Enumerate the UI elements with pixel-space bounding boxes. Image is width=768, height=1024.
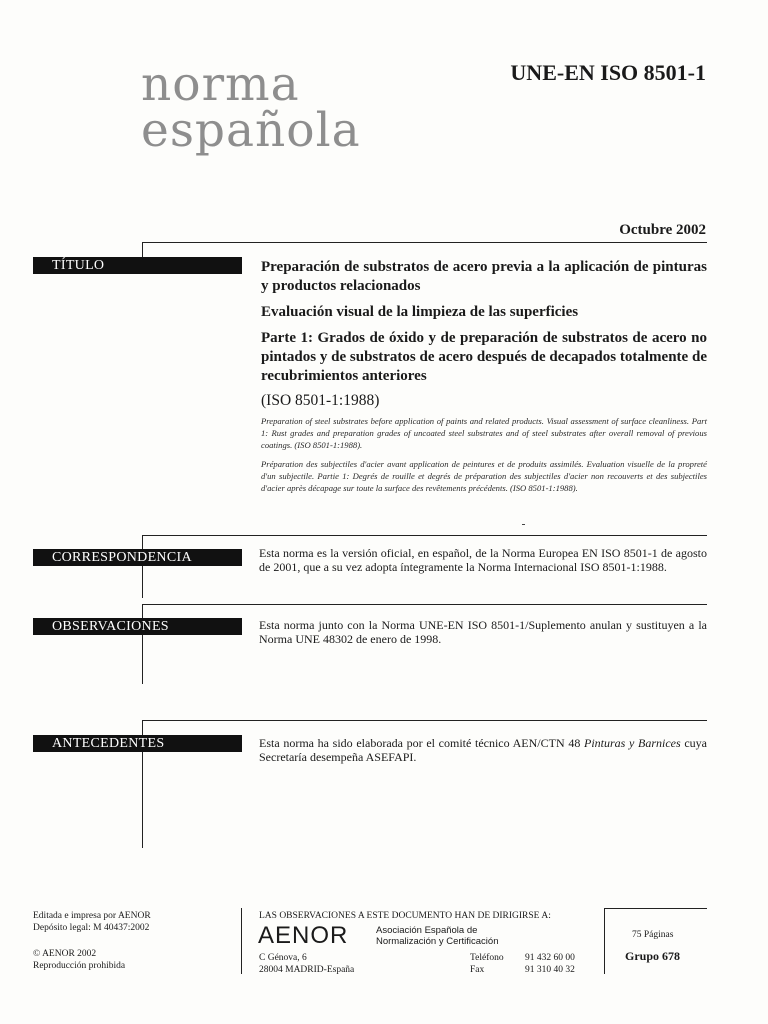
iso-reference: (ISO 8501-1:1988) [261, 392, 380, 409]
section-label-observaciones: OBSERVACIONES [33, 618, 242, 635]
reproduction-notice: Reproducción prohibida [33, 961, 126, 971]
footer-divider-top-right [604, 908, 707, 909]
footer-divider-right [604, 908, 605, 974]
title-block [261, 258, 707, 494]
aenor-full-name: Asociación Española de Normalización y Certificación [376, 925, 499, 947]
aenor-address: C Génova, 6 28004 MADRID-España [259, 953, 355, 975]
stray-mark [522, 524, 525, 525]
part-title: Parte 1: Grados de óxido y de preparación de substratos de acero no pintados y de substratos de acero después de decapados totalmente de recubrimientos anteriores [261, 330, 707, 384]
main-title: Preparación de substratos de acero previa a la aplicación de pinturas y productos relacionados [261, 259, 707, 294]
publication-date: Octubre 2002 [619, 222, 706, 238]
footer-left-block [33, 910, 151, 972]
section-label-correspondencia: CORRESPONDENCIA [33, 549, 242, 566]
divider-correspondencia [142, 535, 707, 536]
divider-correspondencia-vertical [142, 535, 143, 598]
observaciones-text: Esta norma junto con la Norma UNE-EN ISO 8501-1/Suplemento anulan y sustituyen a la Norma UNE 48302 de enero de 1998. [259, 618, 707, 646]
page-count: 75 Páginas [632, 930, 674, 940]
legal-deposit: Depósito legal: M 40437:2002 [33, 923, 150, 933]
aenor-logo: AENOR [258, 922, 349, 949]
brand-line-2: española [141, 103, 361, 158]
brand-wordmark [141, 57, 361, 158]
phone-value: 91 432 60 00 [525, 953, 575, 963]
contact-labels [470, 952, 504, 976]
fax-value: 91 310 40 32 [525, 965, 575, 975]
phone-label: Teléfono [470, 953, 504, 963]
subtitle: Evaluación visual de la limpieza de las superficies [261, 304, 579, 320]
observations-notice: LAS OBSERVACIONES A ESTE DOCUMENTO HAN DE DIRIGIRSE A: [259, 911, 551, 921]
copyright: © AENOR 2002 [33, 949, 97, 959]
brand-line-1: norma [141, 57, 300, 112]
edited-by: Editada e impresa por AENOR [33, 911, 151, 921]
section-label-antecedentes: ANTECEDENTES [33, 735, 242, 752]
french-title: Préparation des subjectiles d'acier avant application de peintures et de produits assimilés. Evaluation visuelle de la propreté d'un subjectile. Partie 1: Degrés de rouille et degrés de préparation des subjectiles d'acier non recouverts et des subjectiles d'acier après décapage sur toute la surface des revêtements précédents. (ISO 8501-1:1988). [261, 459, 707, 493]
section-label-titulo: TÍTULO [33, 257, 242, 274]
divider-antecedentes [142, 720, 707, 721]
standard-code: UNE-EN ISO 8501-1 [510, 60, 706, 85]
contact-values [525, 952, 575, 976]
divider-observaciones-vertical [142, 604, 143, 684]
english-title: Preparation of steel substrates before application of paints and related products. Visual assessment of surface cleanliness. Part 1: Rust grades and preparation grades of uncoated steel substrates and of steel substrates after overall removal of previous coatings. (ISO 8501-1:1988). [261, 416, 707, 450]
divider-titulo [142, 242, 707, 243]
correspondencia-text: Esta norma es la versión oficial, en español, de la Norma Europea EN ISO 8501-1 de agosto de 2001, que a su vez adopta íntegramente la Norma Internacional ISO 8501-1:1988. [259, 546, 707, 574]
antecedentes-text: Esta norma ha sido elaborada por el comité técnico AEN/CTN 48 Pinturas y Barnices cuya Secretaría desempeña ASEFAPI. [259, 736, 707, 764]
divider-observaciones [142, 604, 707, 605]
footer-divider-left [241, 908, 242, 974]
fax-label: Fax [470, 965, 485, 975]
group-number: Grupo 678 [625, 949, 681, 963]
